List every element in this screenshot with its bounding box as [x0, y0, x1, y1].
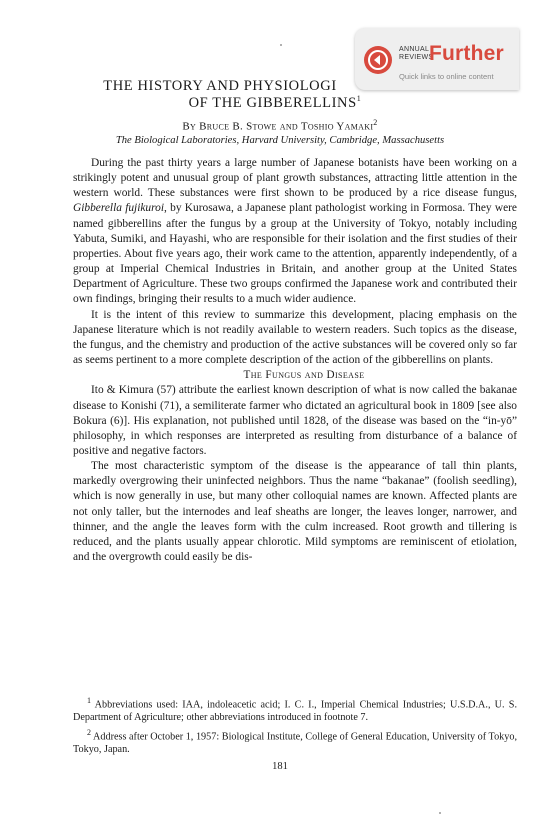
article-body — [73, 156, 517, 565]
body-paragraph: Ito & Kimura (57) attribute the earliest known description of what is now called the bakanae disease to Konishi (71), a semiliterate farmer who dictated an agricultural book in 1809 [see also Bokura (6)]. His explanation, not published until 1828, of the disease was based on the “in-yō” philosophy, in which responses are interpreted as resulting from disturbance of a balance of positive and negative factors. — [73, 384, 517, 457]
scan-speck — [280, 44, 282, 46]
article-title-line2: OF THE GIBBERELLINS$^1$ — [188, 94, 362, 111]
authors-line: By Bruce B. Stowe and Toshio Yamaki$^2$ — [182, 118, 378, 133]
scan-speck — [439, 812, 441, 814]
body-paragraph: The most characteristic symptom of the disease is the appearance of tall thin plants, markedly overgrowing their uninfected neighbors. Thus the name “bakanae” (foolish seedling), which is now generally in use, but many other colloquial names are known. Affected plants are not only taller, but the internodes and leaf sheaths are longer, the leaves longer, narrower, and thinner, and the angle the leaves form with the culm increased. Root growth and tillering is reduced, and the plants usually appear chlorotic. Mild symptoms are reminiscent of etiolation, and the overgrowth could easily be dis- — [73, 460, 517, 564]
footnotes — [73, 694, 517, 757]
affiliation-line: The Biological Laboratories, Harvard University, Cambridge, Massachusetts — [115, 135, 445, 146]
article-title-line1: THE HISTORY AND PHYSIOLOGI — [103, 78, 337, 94]
section-heading: The Fungus and Disease — [243, 369, 365, 382]
badge-subtitle: Quick links to online content — [399, 72, 494, 81]
arrow-circle-icon — [364, 46, 392, 74]
body-paragraph: It is the intent of this review to summarize this development, placing emphasis on the Japanese literature which is not readily available to western readers. Such topics as the disease, the fungus, and the chemistry and production of the active substances will be covered only so far as seems pertinent to a more complete description of the action of the gibberellins on plants. — [73, 308, 517, 367]
further-label: Further — [429, 42, 504, 65]
footnote: $^2$ Address after October 1, 1957: Biological Institute, College of General Education, University of Tokyo, Tokyo, Japan. — [73, 727, 517, 756]
annual-reviews-logo-text: ANNUAL REVIEWS — [399, 46, 434, 61]
footnote: $^1$ Abbreviations used: IAA, indoleacetic acid; I. C. I., Imperial Chemical Industries; U.S.D.A., U. S. Department of Agriculture; other abbreviations introduced in footnote 7. — [73, 696, 517, 724]
body-paragraph: During the past thirty years a large number of Japanese botanists have been working on a strikingly potent and unusual group of plant growth substances, attracting little attention in the western world. These substances were first shown to be produced by a rice disease fungus, Gibberella fujikuroi, by Kurosawa, a Japanese plant pathologist working in Formosa. They were named gibberellins after the fungus by a group at the University of Tokyo, notably including Yabuta, Sumiki, and Hayashi, who are responsible for their isolation and the first studies of their properties. About five years ago, their work came to the attention, apparently independently, of a group at Imperial Chemical Industries in Britain, and another group at the United States Department of Agriculture. These two groups confirmed the Japanese work and contributed their own findings, bringing their results to a much wider audience. — [73, 157, 517, 306]
page-number: 181 — [272, 761, 288, 772]
